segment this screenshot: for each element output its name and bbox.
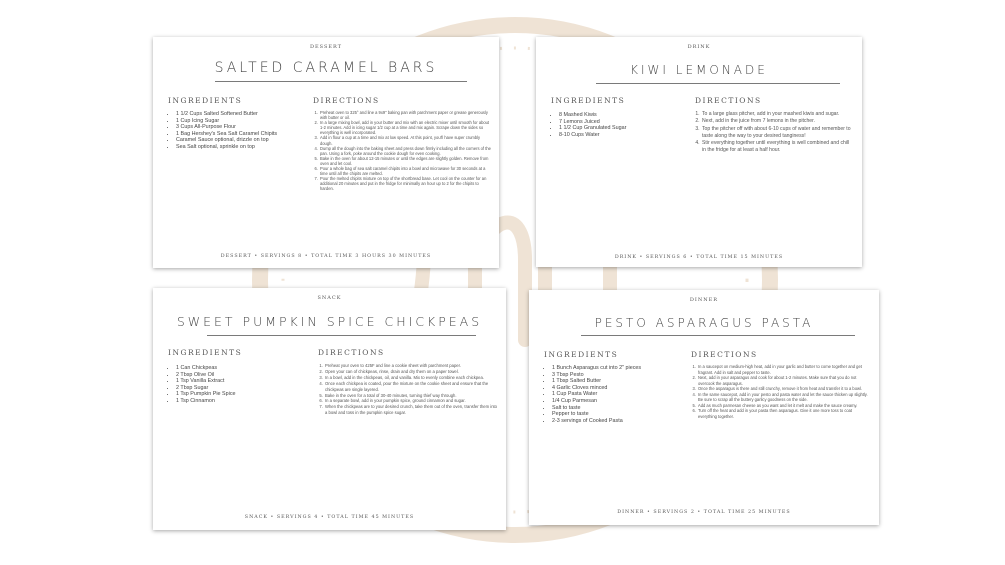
ingredients-heading: INGREDIENTS <box>168 96 243 105</box>
ingredient-item: • 1 Cup Icing Sugar <box>176 118 316 125</box>
ingredient-item: • 2 Tbsp Olive Oil <box>176 372 316 379</box>
ingredient-item: • 1 Tsp Pumpkin Pie Spice <box>176 391 316 398</box>
direction-step: 3. In a bowl, add in the chickpeas, oil, and vanilla. Mix to evenly combine each chickpea. <box>324 375 499 381</box>
recipe-footer: DRINK • SERVINGS 6 • TOTAL TIME 15 MINUTES <box>614 255 784 260</box>
recipe-title: PESTO ASPARAGUS PASTA <box>594 316 814 330</box>
direction-step: 3. Once the asparagus is there and still crunchy, remove it from heat and transfer it to a bowl. <box>697 386 872 392</box>
direction-step: 4. Dump all the dough into the baking sheet and press down firmly including all the corners of the pan. Using a fork, poke around the cookie dough for even cooking. <box>319 146 491 156</box>
ingredient-item: • Salt to taste <box>552 405 692 412</box>
ingredient-item: • 7 Lemons Juiced <box>559 119 694 126</box>
ingredient-item: • 4 Garlic Cloves minced <box>552 385 692 392</box>
direction-step: 5. Bake in the oven for a total of 30-40 minutes, turning thief way through. <box>324 393 499 399</box>
direction-step: 2. Next, add in your asparagus and cook for about 1-2 minutes. Make sure that you do not overcook the asparagus. <box>697 375 872 386</box>
direction-step: 4. Stir everything together until everything is well combined and chill in the fridge for at least a half hour. <box>701 140 851 155</box>
recipe-category: DINNER <box>689 297 719 303</box>
direction-step: 1. To a large glass pitcher, add in your mashed kiwis and sugar. <box>701 111 851 118</box>
ingredients-list <box>168 111 316 151</box>
recipe-card-sweet-pumpkin-spice-chickpeas <box>153 288 506 530</box>
recipe-card-pesto-asparagus-pasta <box>529 290 879 525</box>
directions-list <box>318 363 499 416</box>
ingredients-list <box>168 365 316 405</box>
directions-list <box>691 364 872 419</box>
ingredient-item: • 8-10 Cups Water <box>559 132 694 139</box>
ingredient-item: • 1 Bag Hershey's Sea Salt Caramel Chipits <box>176 131 316 138</box>
ingredient-item: • Caramel Sauce optional, drizzle on top <box>176 137 316 144</box>
recipe-category: SNACK <box>317 295 342 301</box>
ingredient-item: • 3 Tbsp Pesto <box>552 372 692 379</box>
ingredients-list <box>544 365 692 424</box>
direction-step: 5. Add as much parmesan cheese as you want and let it melt and make the sauce creamy. <box>697 403 872 409</box>
directions-heading: DIRECTIONS <box>313 96 380 105</box>
directions-heading: DIRECTIONS <box>695 96 762 105</box>
ingredient-item: • 3 Cups All-Purpose Flour <box>176 124 316 131</box>
recipe-card-kiwi-lemonade <box>536 37 862 267</box>
directions-list <box>695 111 851 155</box>
direction-step: 7. When the chickpeas are to your desired crunch, take them out of the oven, transfer them into a bowl and toss in the pumpkin spice sugar. <box>324 404 499 416</box>
direction-step: 3. Add in flour a cup at a time and mix at low speed. At this point, you'll have super crumbly dough. <box>319 135 491 145</box>
direction-step: 7. Pour the melted chipits mixture on top of the shortbread base. Let cool on the counter for an additional 20 minutes and put in the fridge for minimally an hour up to 2 for the chipits to harden. <box>319 176 491 191</box>
direction-step: 3. Top the pitcher off with about 6-10 cups of water and remember to taste along the way to your desired tanginess! <box>701 126 851 141</box>
ingredient-item: • 1 Tbsp Salted Butter <box>552 378 692 385</box>
direction-step: 4. In the same saucepot, add in your pesto and pasta water and let the sauce thicken up slightly. Be sure to scrap all the buttery garlicy goodness on the side. <box>697 392 872 403</box>
ingredient-item: • 1 Can Chickpeas <box>176 365 316 372</box>
ingredient-item: • 2 Tbsp Sugar <box>176 385 316 392</box>
title-divider <box>581 335 855 336</box>
direction-step: 4. Once each chickpea is coated, pour the mixture on the cookie sheet and ensure that the chickpeas are single layered. <box>324 381 499 393</box>
ingredient-item: • 1 1/2 Cup Granulated Sugar <box>559 125 694 132</box>
direction-step: 1. In a saucepot on medium-high heat, add in your garlic and butter to come together and get fragrant. Add in salt and pepper to taste. <box>697 364 872 375</box>
direction-step: 6. Turn off the heat and add in your pasta then asparagus. Give it one more toss to coat everything together. <box>697 408 872 419</box>
ingredient-item: • Sea Salt optional, sprinkle on top <box>176 144 316 151</box>
direction-step: 1. Preheat your oven to 425F and line a cookie sheet with parchment paper. <box>324 363 499 369</box>
direction-step: 1. Preheat oven to 325° and line a 9x9" baking pan with parchment paper or grease generously with butter or oil. <box>319 110 491 120</box>
ingredient-item: • 1 1/2 Cups Salted Softened Butter <box>176 111 316 118</box>
recipe-title: KIWI LEMONADE <box>630 63 768 77</box>
recipe-category: DRINK <box>687 44 711 50</box>
ingredients-heading: INGREDIENTS <box>551 96 626 105</box>
directions-heading: DIRECTIONS <box>691 350 758 359</box>
direction-step: 6. Pour a whole bag of sea salt caramel chipits into a bowl and microwave for 30 seconds at a time until all the chipits are melted. <box>319 166 491 176</box>
ingredients-heading: INGREDIENTS <box>544 350 619 359</box>
direction-step: 2. Open your can of chickpeas, rinse, drain and dry them on a paper towel. <box>324 369 499 375</box>
title-divider <box>596 83 840 84</box>
ingredient-item: • 1 Cup Pasta Water <box>552 391 692 398</box>
recipe-title: SALTED CARAMEL BARS <box>214 60 438 76</box>
recipe-footer: DINNER • SERVINGS 2 • TOTAL TIME 25 MINUTES <box>617 510 791 515</box>
direction-step: 2. In a large mixing bowl, add in your butter and mix with an electric mixer until smooth for about 1-2 minutes. Add in icing sugar 1/2 cup at a time and mix again. Scrape down the sides so everything is well incorporated. <box>319 120 491 135</box>
title-divider <box>207 335 476 336</box>
direction-step: 2. Next, add in the juice from 7 lemons in the pitcher. <box>701 118 851 125</box>
recipe-card-salted-caramel-bars <box>153 37 499 268</box>
ingredient-item: • 1/4 Cup Parmesan <box>552 398 692 405</box>
direction-step: 5. Bake in the oven for about 12-15 minutes or until the edges are slightly golden. Remove from oven and let cool. <box>319 156 491 166</box>
direction-step: 6. In a separate bowl, add in your pumpkin spice, ground cinnamon and sugar. <box>324 398 499 404</box>
ingredient-item: • Pepper to taste <box>552 411 692 418</box>
ingredient-item: • 1 Bunch Asparagus cut into 2" pieces <box>552 365 692 372</box>
directions-heading: DIRECTIONS <box>318 348 385 357</box>
ingredient-item: • 2-3 servings of Cooked Pasta <box>552 418 692 425</box>
directions-list <box>313 110 491 192</box>
ingredients-list <box>551 112 694 138</box>
recipe-title: SWEET PUMPKIN SPICE CHICKPEAS <box>176 314 483 329</box>
recipe-footer: DESSERT • SERVINGS 8 • TOTAL TIME 3 HOURS 30 MINUTES <box>220 254 432 259</box>
title-divider <box>215 81 467 82</box>
recipe-category: DESSERT <box>309 44 343 50</box>
ingredient-item: • 8 Mashed Kiwis <box>559 112 694 119</box>
ingredient-item: • 1 Tsp Cinnamon <box>176 398 316 405</box>
recipe-footer: SNACK • SERVINGS 4 • TOTAL TIME 45 MINUTES <box>244 515 415 520</box>
ingredients-heading: INGREDIENTS <box>168 348 243 357</box>
ingredient-item: • 1 Tsp Vanilla Extract <box>176 378 316 385</box>
